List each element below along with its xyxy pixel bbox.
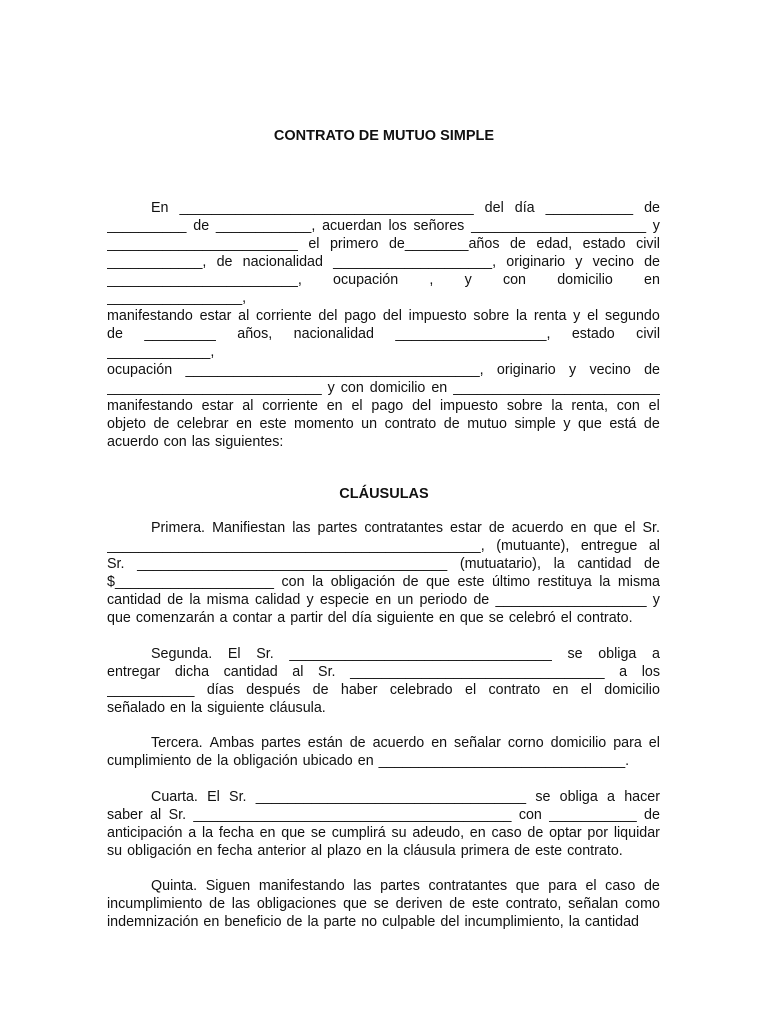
clause-primera <box>107 519 660 627</box>
paragraph-line: Tercera. Ambas partes están de acuerdo en señalar corno domicilio para el <box>151 735 660 751</box>
paragraph-line: anticipación a la fecha en que se cumplirá su adeudo, en caso de optar por liquidar <box>107 825 660 841</box>
paragraph-line: En _____________________________________ del día ___________ de <box>151 200 660 216</box>
paragraph-line: saber al Sr. ________________________________________ con ___________ de <box>107 807 660 823</box>
paragraph-line: ocupación _____________________________________, originario y vecino de <box>107 362 660 378</box>
paragraph-line: entregar dicha cantidad al Sr. ________________________________ a los <box>107 664 660 680</box>
paragraph-line: ________________________ el primero de________años de edad, estado civil <box>107 236 660 252</box>
paragraph-line: Segunda. El Sr. _________________________________ se obliga a <box>151 646 660 662</box>
paragraph-line: manifestando estar al corriente en el pago del impuesto sobre la renta, con el <box>107 398 660 414</box>
paragraph-line: ___________________________ y con domicilio en __________________________ <box>107 380 660 396</box>
paragraph-line: ________________________, ocupación , y con domicilio en <box>107 272 660 288</box>
paragraph-line: acuerdo con las siguientes: <box>107 434 284 450</box>
paragraph-line: de _________ años, nacionalidad ___________________, estado civil <box>107 326 660 342</box>
paragraph-line: ____________, de nacionalidad ____________________, originario y vecino de <box>107 254 660 270</box>
paragraph-line: _________________, <box>107 290 247 306</box>
paragraph-line: indemnización en beneficio de la parte no culpable del incumplimiento, la cantidad <box>107 914 639 930</box>
paragraph-line: objeto de celebrar en este momento un contrato de mutuo simple y que está de <box>107 416 660 432</box>
clause-tercera <box>107 734 660 770</box>
paragraph-line: __________ de ____________, acuerdan los señores ______________________ y <box>107 218 660 234</box>
paragraph-line: su obligación en fecha anterior al plazo en la cláusula primera de este contrato. <box>107 843 623 859</box>
paragraph-line: Cuarta. El Sr. __________________________________ se obliga a hacer <box>151 789 660 805</box>
paragraph-line: ___________ días después de haber celebrado el contrato en el domicilio <box>107 682 660 698</box>
paragraph-line: $____________________ con la obligación de que este último restituya la misma <box>107 574 660 590</box>
paragraph-line: _____________, <box>107 344 215 360</box>
paragraph-line: manifestando estar al corriente del pago del impuesto sobre la renta y el segundo <box>107 308 660 324</box>
clause-quinta <box>107 877 660 931</box>
paragraph-line: cumplimiento de la obligación ubicado en _______________________________. <box>107 753 630 769</box>
clause-cuarta <box>107 788 660 860</box>
paragraph-line: que comenzarán a contar a partir del día siguiente en que se celebró el contrato. <box>107 610 633 626</box>
paragraph-line: señalado en la siguiente cláusula. <box>107 700 326 716</box>
paragraph-line: Primera. Manifiestan las partes contratantes estar de acuerdo en que el Sr. <box>151 520 660 536</box>
document-title: CONTRATO DE MUTUO SIMPLE <box>273 128 495 144</box>
preamble-paragraph <box>107 199 660 451</box>
paragraph-line: _______________________________________________, (mutuante), entregue al <box>107 538 660 554</box>
clausulas-heading: CLÁUSULAS <box>339 486 429 502</box>
clause-segunda <box>107 645 660 717</box>
paragraph-line: cantidad de la misma calidad y especie en un periodo de ___________________ y <box>107 592 660 608</box>
paragraph-line: Quinta. Siguen manifestando las partes contratantes que para el caso de <box>151 878 660 894</box>
paragraph-line: Sr. _______________________________________ (mutuatario), la cantidad de <box>107 556 660 572</box>
paragraph-line: incumplimiento de las obligaciones que se deriven de este contrato, señalan como <box>107 896 660 912</box>
